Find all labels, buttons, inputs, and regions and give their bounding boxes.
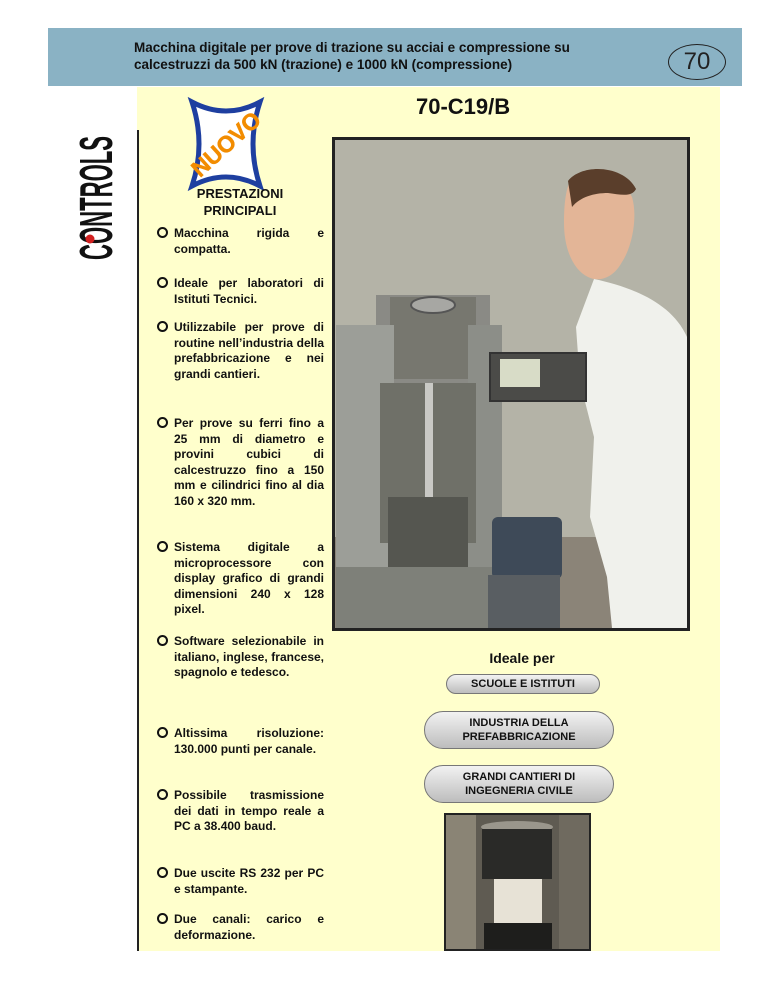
bullet-circle-icon <box>157 867 168 878</box>
header-title-line-2: calcestruzzi da 500 kN (trazione) e 1000 kN (compressione) <box>134 57 513 72</box>
new-stamp-icon <box>184 98 268 190</box>
bullet-circle-icon <box>157 789 168 800</box>
vertical-divider <box>137 130 139 951</box>
feature-text: Due canali: carico e deformazione. <box>174 912 324 942</box>
badge-text-line-2: PREFABBRICAZIONE <box>462 731 576 743</box>
features-title-line-1: PRESTAZIONI <box>196 186 284 201</box>
logo-red-dot-icon <box>86 235 95 244</box>
ideal-for-badge-prefabrication <box>424 711 614 749</box>
feature-text: Sistema digitale a microprocessore con display grafico di grandi dimensioni 240 x 128 pixel. <box>174 540 324 616</box>
feature-text: Due uscite RS 232 per PC e stampante. <box>174 866 324 896</box>
bullet-circle-icon <box>157 727 168 738</box>
feature-text: Ideale per laboratori di Istituti Tecnici. <box>174 276 324 306</box>
bullet-circle-icon <box>157 635 168 646</box>
feature-text: Possibile trasmissione dei dati in tempo reale a PC a 38.400 baud. <box>174 788 324 833</box>
features-title <box>165 185 315 219</box>
console-display-screen <box>500 359 540 387</box>
hydraulic-unit <box>488 575 560 628</box>
lower-platen <box>484 923 552 949</box>
ideal-for-badge-schools <box>446 674 600 694</box>
concrete-specimen <box>494 879 542 923</box>
feature-text: Altissima risoluzione: 130.000 punti per canale. <box>174 726 324 756</box>
machine-right-column <box>559 815 589 949</box>
feature-text: Software selezionabile in italiano, inglese, francese, spagnolo e tedesco. <box>174 634 324 679</box>
machine-lower-grip <box>388 497 468 569</box>
bullet-circle-icon <box>157 417 168 428</box>
compression-test-photo <box>444 813 591 951</box>
features-title-line-2: PRINCIPALI <box>203 203 277 218</box>
badge-text-line-1: INDUSTRIA DELLA <box>469 717 569 729</box>
machine-left-column <box>446 815 476 949</box>
machine-top-platen <box>411 297 455 313</box>
machine-base <box>336 567 502 628</box>
feature-text: Macchina rigida e compatta. <box>174 226 324 256</box>
ideal-for-badge-construction-sites <box>424 765 614 803</box>
bullet-circle-icon <box>157 321 168 332</box>
controls-logo <box>60 1 122 264</box>
badge-text-line-2: INGEGNERIA CIVILE <box>465 785 573 797</box>
model-code: 70-C19/B <box>416 94 511 119</box>
ideal-for-title: Ideale per <box>489 650 555 666</box>
upper-platen <box>482 829 552 879</box>
logo-text: CONTROLS <box>70 1 122 260</box>
header-banner <box>48 28 742 86</box>
machine-photo <box>332 137 690 631</box>
feature-text: Utilizzabile per prove di routine nell’industria della prefabbricazione e nei grandi cantieri. <box>174 320 324 381</box>
stamp-text: NUOVO <box>185 106 267 182</box>
page-number-badge: 70 <box>668 44 726 80</box>
hydraulic-motor <box>492 517 562 579</box>
header-title-line-1: Macchina digitale per prove di trazione su acciai e compressione su <box>134 40 570 55</box>
bullet-circle-icon <box>157 277 168 288</box>
bullet-circle-icon <box>157 227 168 238</box>
header-title <box>134 39 674 73</box>
bullet-circle-icon <box>157 541 168 552</box>
feature-text: Per prove su ferri fino a 25 mm di diametro e provini cubici di calcestruzzo fino a 150 mm e cilindrici fino al dia 160 x 320 mm. <box>174 416 324 508</box>
badge-text: SCUOLE E ISTITUTI <box>471 678 575 690</box>
badge-text-line-1: GRANDI CANTIERI DI <box>462 771 576 783</box>
bullet-circle-icon <box>157 913 168 924</box>
